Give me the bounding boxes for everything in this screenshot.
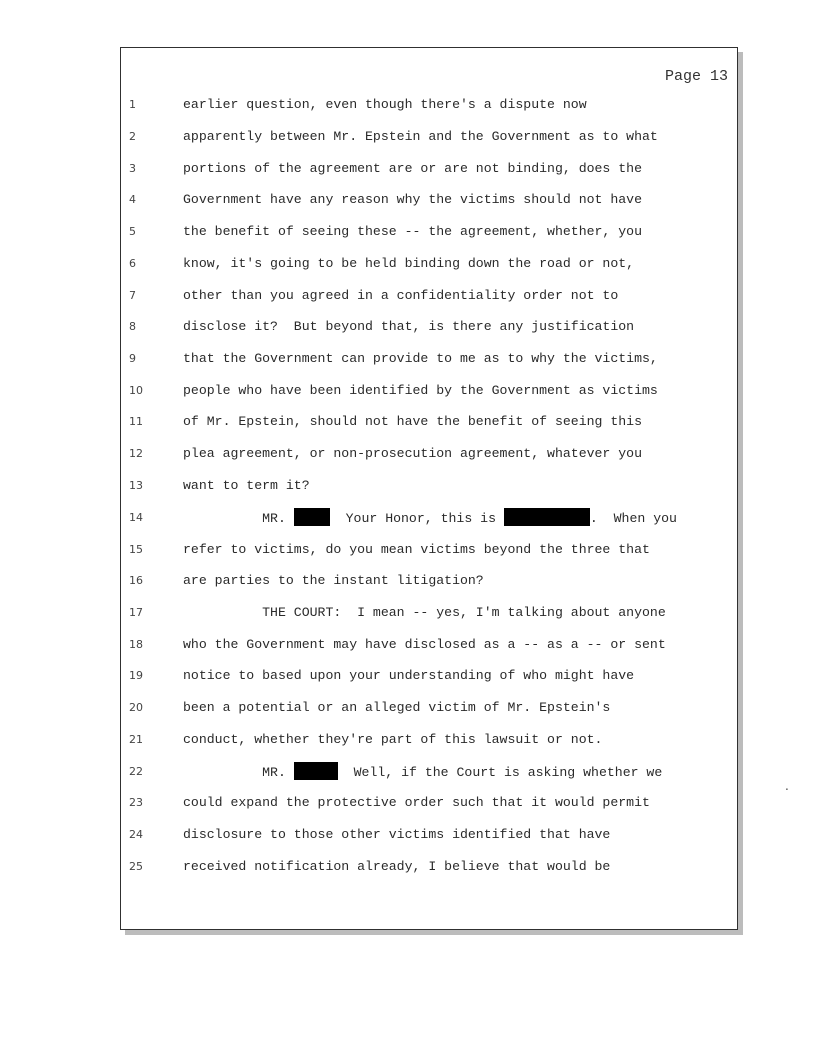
margin-mark: . xyxy=(785,779,789,793)
transcript-line xyxy=(121,381,737,401)
page-number: Page 13 xyxy=(664,68,728,85)
line-text: that the Government can provide to me as to why the victims, xyxy=(183,351,658,366)
line-number: 23 xyxy=(129,796,143,809)
transcript-line xyxy=(121,190,737,210)
line-number: 10 xyxy=(129,384,143,397)
transcript-line xyxy=(121,286,737,306)
line-text-segment: Well, if the Court is asking whether we xyxy=(337,765,663,780)
transcript-line xyxy=(121,793,737,813)
line-text: received notification already, I believe that would be xyxy=(183,859,611,874)
line-text xyxy=(183,508,677,529)
redaction-bar xyxy=(504,508,590,526)
speaker-label: MR. xyxy=(183,511,294,526)
transcript-line xyxy=(121,444,737,464)
line-text: could expand the protective order such that it would permit xyxy=(183,795,650,810)
line-number: 24 xyxy=(129,828,143,841)
transcript-page xyxy=(120,47,738,930)
line-number: 7 xyxy=(129,289,136,302)
line-number: 4 xyxy=(129,193,136,206)
line-number: 1 xyxy=(129,98,136,111)
line-number: 6 xyxy=(129,257,136,270)
line-text: Government have any reason why the victims should not have xyxy=(183,192,642,207)
transcript-line xyxy=(121,317,737,337)
transcript-line xyxy=(121,825,737,845)
line-number: 3 xyxy=(129,162,136,175)
line-text: of Mr. Epstein, should not have the benefit of seeing this xyxy=(183,414,642,429)
line-text: know, it's going to be held binding down the road or not, xyxy=(183,256,635,271)
line-text: portions of the agreement are or are not binding, does the xyxy=(183,161,642,176)
transcript-line xyxy=(121,762,737,782)
line-text: earlier question, even though there's a dispute now xyxy=(183,97,587,112)
line-text: disclosure to those other victims identified that have xyxy=(183,827,611,842)
line-number: 12 xyxy=(129,447,143,460)
redaction-bar xyxy=(294,508,330,526)
line-text: THE COURT: I mean -- yes, I'm talking about anyone xyxy=(183,605,666,620)
transcript-line xyxy=(121,603,737,623)
line-text-segment: . When you xyxy=(589,511,677,526)
transcript-line xyxy=(121,857,737,877)
transcript-line xyxy=(121,666,737,686)
line-number: 14 xyxy=(129,511,143,524)
line-number: 15 xyxy=(129,543,143,556)
line-number: 2 xyxy=(129,130,136,143)
line-number: 13 xyxy=(129,479,143,492)
line-number: 8 xyxy=(129,320,136,333)
line-text: been a potential or an alleged victim of Mr. Epstein's xyxy=(183,700,611,715)
transcript-line xyxy=(121,349,737,369)
transcript-line xyxy=(121,540,737,560)
line-text xyxy=(183,762,662,783)
line-number: 17 xyxy=(129,606,143,619)
line-text: people who have been identified by the Government as victims xyxy=(183,383,658,398)
line-number: 22 xyxy=(129,765,143,778)
line-text: are parties to the instant litigation? xyxy=(183,573,484,588)
transcript-line xyxy=(121,476,737,496)
transcript-line xyxy=(121,698,737,718)
line-text: want to term it? xyxy=(183,478,310,493)
transcript-line xyxy=(121,508,737,528)
transcript-line xyxy=(121,412,737,432)
line-number: 25 xyxy=(129,860,143,873)
line-number: 18 xyxy=(129,638,143,651)
line-number: 19 xyxy=(129,669,143,682)
line-number: 16 xyxy=(129,574,143,587)
line-text: plea agreement, or non-prosecution agreement, whatever you xyxy=(183,446,642,461)
transcript-line xyxy=(121,127,737,147)
transcript-line xyxy=(121,571,737,591)
line-number: 11 xyxy=(129,415,143,428)
line-text: disclose it? But beyond that, is there any justification xyxy=(183,319,635,334)
transcript-line xyxy=(121,254,737,274)
transcript-line xyxy=(121,222,737,242)
line-number: 9 xyxy=(129,352,136,365)
line-text-segment: Your Honor, this is xyxy=(329,511,504,526)
line-text: who the Government may have disclosed as a -- as a -- or sent xyxy=(183,637,666,652)
line-text: the benefit of seeing these -- the agreement, whether, you xyxy=(183,224,642,239)
line-number: 20 xyxy=(129,701,143,714)
transcript-line xyxy=(121,95,737,115)
transcript-line xyxy=(121,159,737,179)
redaction-bar xyxy=(294,762,338,780)
speaker-label: MR. xyxy=(183,765,294,780)
transcript-line xyxy=(121,635,737,655)
line-text: refer to victims, do you mean victims beyond the three that xyxy=(183,542,650,557)
line-text: apparently between Mr. Epstein and the Government as to what xyxy=(183,129,658,144)
line-number: 21 xyxy=(129,733,143,746)
line-text: other than you agreed in a confidentiality order not to xyxy=(183,288,619,303)
transcript-line xyxy=(121,730,737,750)
line-text: notice to based upon your understanding of who might have xyxy=(183,668,635,683)
line-text: conduct, whether they're part of this lawsuit or not. xyxy=(183,732,603,747)
line-number: 5 xyxy=(129,225,136,238)
